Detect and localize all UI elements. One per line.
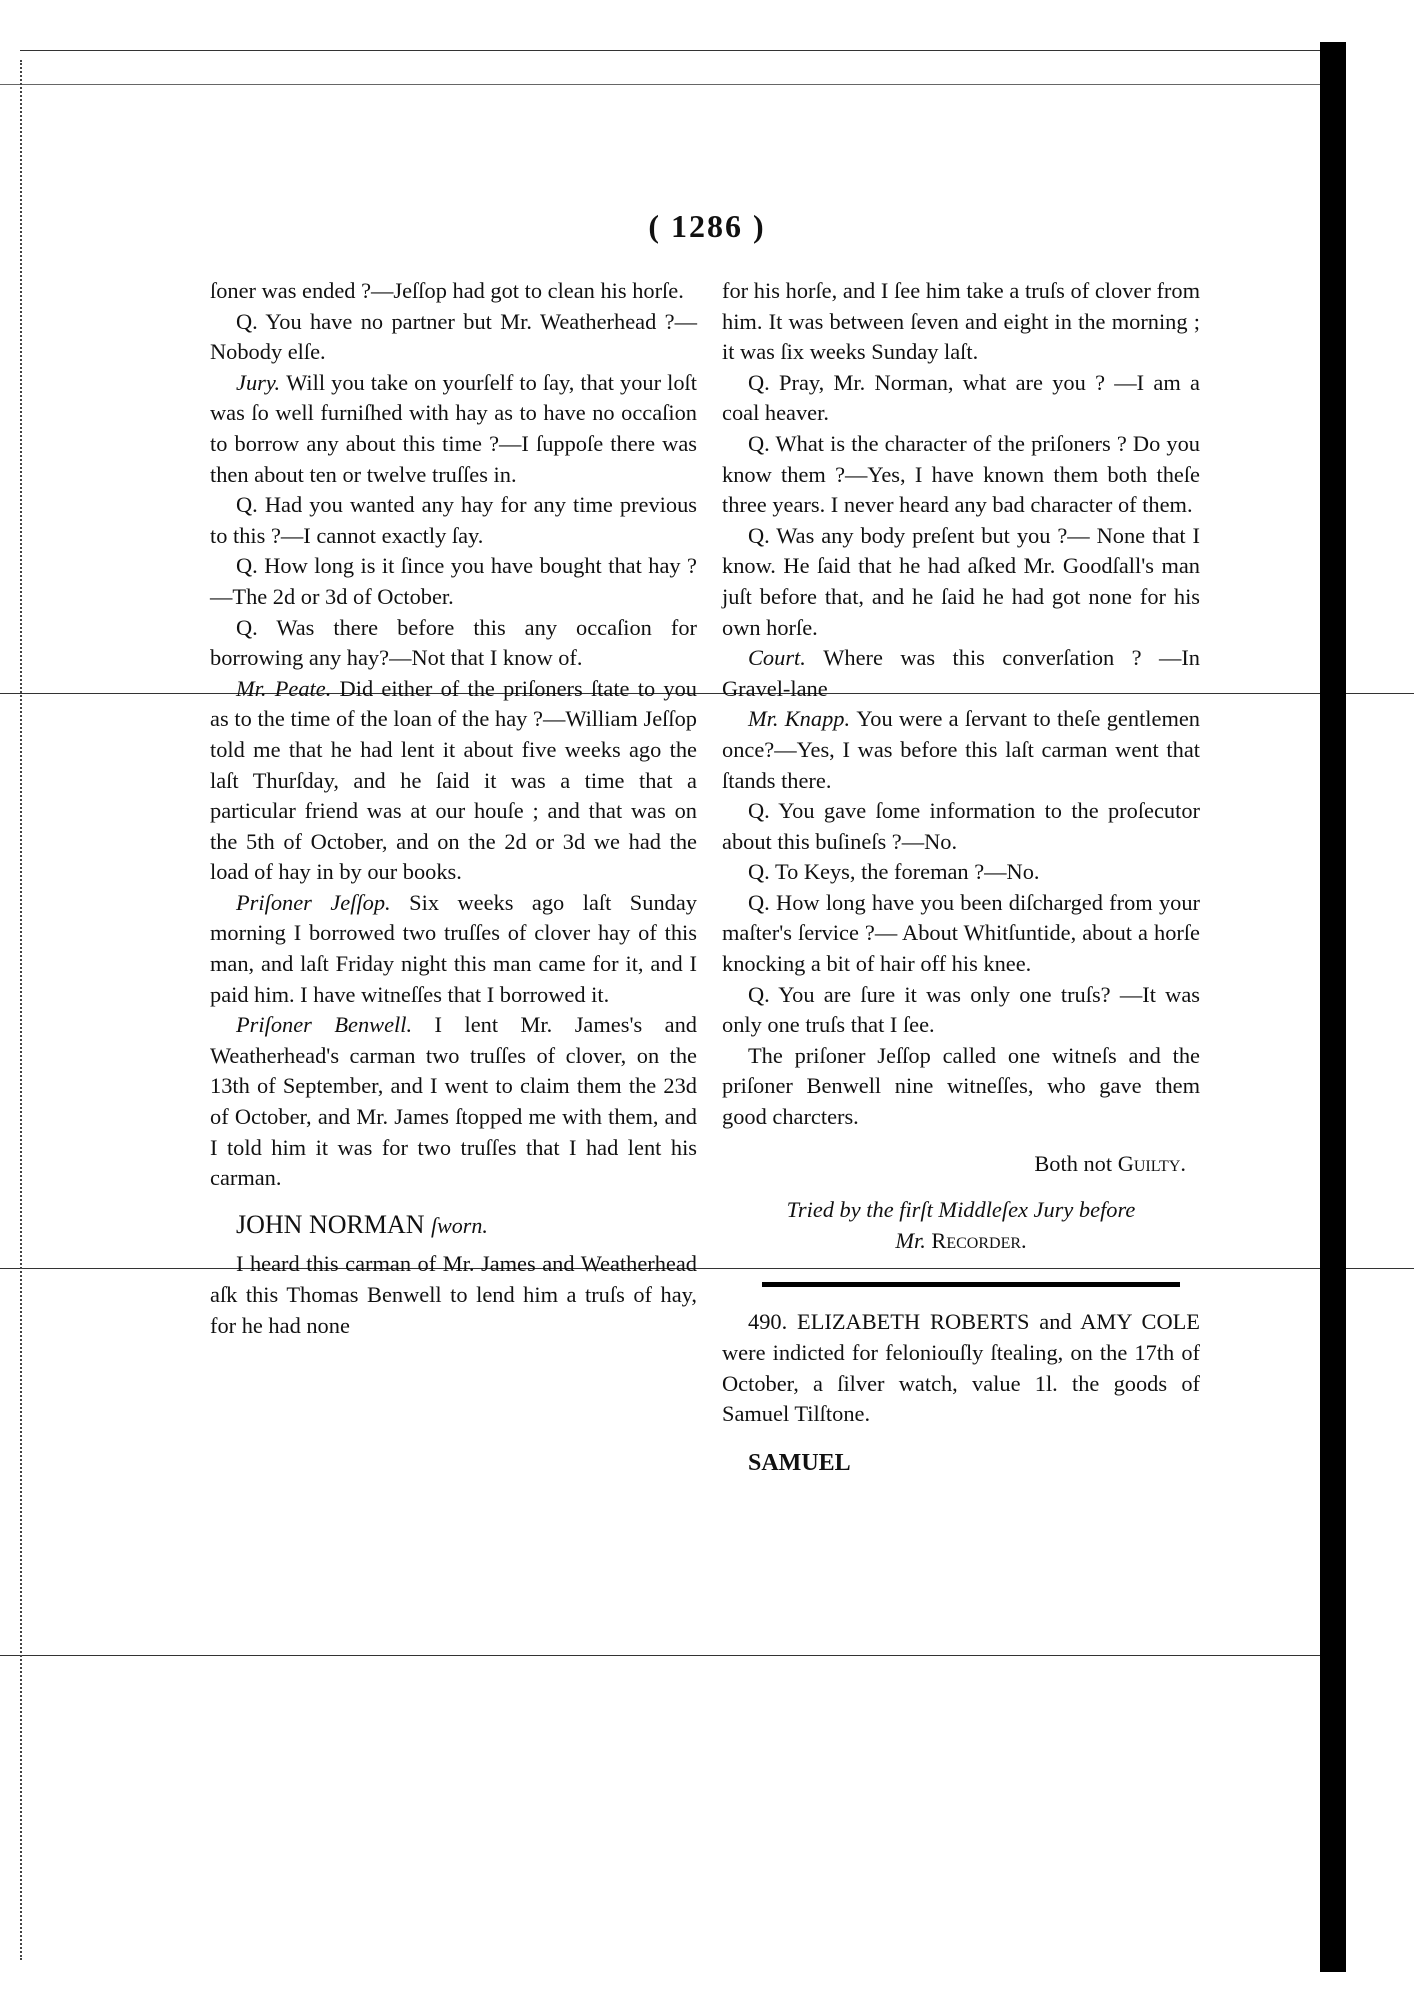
- testimony-paragraph: [722, 643, 1200, 704]
- paragraph-text: Where was this converſation ? —In Gravel-lane: [722, 645, 1200, 701]
- testimony-paragraph: [210, 888, 697, 1010]
- paragraph-text: for his horſe, and I ſee him take a truſs of clover from him. It was between ſeven and eight in the morning ; it was ſix weeks Sunday laſt.: [722, 278, 1200, 365]
- testimony-paragraph: [210, 1249, 697, 1341]
- case-490-paragraph: [722, 1307, 1200, 1429]
- title-prefix: Mr.: [895, 1227, 932, 1253]
- witness-heading: [210, 1210, 697, 1242]
- testimony-paragraph: [722, 368, 1200, 429]
- paragraph-text: You were a ſervant to theſe gentlemen once?—Yes, I was before this laſt carman went that ſtands there.: [722, 706, 1200, 793]
- tried-by-recorder: [722, 1226, 1200, 1257]
- paragraph-text: Q. Was any body preſent but you ?— None that I know. He ſaid that he had aſked Mr. Goodſall's man juſt before that, and he ſaid he had got none for his own horſe.: [722, 522, 1200, 640]
- paragraph-text: Q. How long have you been diſcharged from your maſter's ſervice ?— About Whitſuntide, about a horſe knocking a bit of hair off his knee.: [722, 889, 1200, 977]
- paragraph-text: ſoner was ended ?—Jeſſop had got to clean his horſe.: [210, 278, 684, 303]
- speaker-label: Mr. Peate.: [236, 675, 340, 701]
- speaker-label: Court.: [748, 645, 824, 671]
- witness-sworn: ſworn.: [431, 1212, 488, 1238]
- paragraph-text: I lent Mr. James's and Weatherhead's carman two truſſes of clover, on the 13th of September, and I went to claim them the 23d of October, and Mr. James ſtopped me with them, and I told him it was for two truſſes that I had lent his carman.: [210, 1012, 697, 1191]
- section-rule: [762, 1282, 1180, 1287]
- speaker-label: Jury.: [236, 369, 287, 395]
- testimony-paragraph: [722, 857, 1200, 888]
- speaker-label: Priſoner Jeſſop.: [236, 889, 410, 915]
- verdict-word: Guilty.: [1117, 1150, 1186, 1176]
- recorder-title: Recorder.: [931, 1227, 1027, 1253]
- testimony-paragraph: [210, 1010, 697, 1194]
- witness-name: JOHN NORMAN: [236, 1209, 432, 1239]
- scan-line: [0, 1655, 1320, 1656]
- testimony-paragraph: [210, 307, 697, 368]
- testimony-paragraph: [210, 674, 697, 888]
- scan-margin-dots: [20, 60, 26, 1960]
- scan-line: [0, 84, 1320, 85]
- paragraph-text: Q. Had you wanted any hay for any time previous to this ?—I cannot exactly ſay.: [210, 492, 697, 548]
- paragraph-text: I heard this carman of Mr. James and Weatherhead aſk this Thomas Benwell to lend him a truſs of hay, for he had none: [210, 1251, 697, 1338]
- testimony-paragraph: [210, 613, 697, 674]
- right-column: [722, 276, 1200, 1478]
- testimony-paragraph: [210, 490, 697, 551]
- scan-line: [20, 50, 1320, 51]
- testimony-paragraph: [722, 888, 1200, 980]
- tried-by-line: Tried by the firſt Middleſex Jury before: [786, 1197, 1136, 1223]
- paragraph-text: Q. You have no partner but Mr. Weatherhead ?—Nobody elſe.: [210, 308, 697, 365]
- testimony-paragraph: [210, 368, 697, 490]
- paragraph-text: Six weeks ago laſt Sunday morning I borrowed two truſſes of clover hay of this man, and laſt Friday night this man came for it, and I paid him. I have witneſſes that I borrowed it.: [210, 889, 697, 1007]
- paragraph-text: Q. Was there before this any occaſion for borrowing any hay?—Not that I know of.: [210, 614, 697, 671]
- paragraph-text: Q. To Keys, the foreman ?—No.: [748, 859, 1040, 885]
- testimony-paragraph: [722, 796, 1200, 857]
- verdict: [722, 1149, 1200, 1180]
- paragraph-text: 490. ELIZABETH ROBERTS and AMY COLE were indicted for feloniouſly ſtealing, on the 17th of October, a ſilver watch, value 1l. the goods of Samuel Tilſtone.: [722, 1309, 1200, 1427]
- scan-edge-bar: [1320, 42, 1346, 1972]
- paragraph-text: Will you take on yourſelf to ſay, that your loſt was ſo well furniſhed with hay as to have no occaſion to borrow any about this time ?—I ſuppoſe there was then about ten or twelve truſſes in.: [210, 369, 697, 487]
- testimony-paragraph: [722, 521, 1200, 643]
- testimony-paragraph: [210, 276, 697, 307]
- catchword: SAMUEL: [748, 1449, 851, 1476]
- page-number: ( 1286 ): [648, 208, 766, 244]
- testimony-paragraph: [722, 704, 1200, 796]
- paragraph-text: Did either of the priſoners ſtate to you as to the time of the loan of the hay ?—William Jeſſop told me that he had lent it about five weeks ago the laſt Thurſday, and he ſaid it was a time that a particular friend was at our houſe ; and that was on the 5th of October, and on the 2d or 3d we had the load of hay in by our books.: [210, 675, 697, 885]
- verdict-prefix: Both not: [1034, 1150, 1118, 1176]
- paragraph-text: Q. Pray, Mr. Norman, what are you ? —I am a coal heaver.: [722, 369, 1200, 426]
- paragraph-text: The priſoner Jeſſop called one witneſs and the priſoner Benwell nine witneſſes, who gave them good charcters.: [722, 1042, 1200, 1130]
- testimony-paragraph: [722, 1041, 1200, 1133]
- speaker-label: Mr. Knapp.: [748, 706, 857, 732]
- testimony-paragraph: [722, 980, 1200, 1041]
- testimony-paragraph: [722, 429, 1200, 521]
- testimony-paragraph: [722, 276, 1200, 368]
- paragraph-text: Q. You gave ſome information to the proſecutor about this buſineſs ?—No.: [722, 798, 1200, 854]
- paragraph-text: Q. How long is it ſince you have bought that hay ?—The 2d or 3d of October.: [210, 553, 697, 609]
- paragraph-text: Q. What is the character of the priſoners ? Do you know them ?—Yes, I have known them both theſe three years. I never heard any bad character of them.: [722, 430, 1200, 518]
- speaker-label: Priſoner Benwell.: [236, 1012, 435, 1038]
- left-column: [210, 276, 697, 1341]
- paragraph-text: Q. You are ſure it was only one truſs? —It was only one truſs that I ſee.: [722, 981, 1200, 1038]
- testimony-paragraph: [210, 551, 697, 612]
